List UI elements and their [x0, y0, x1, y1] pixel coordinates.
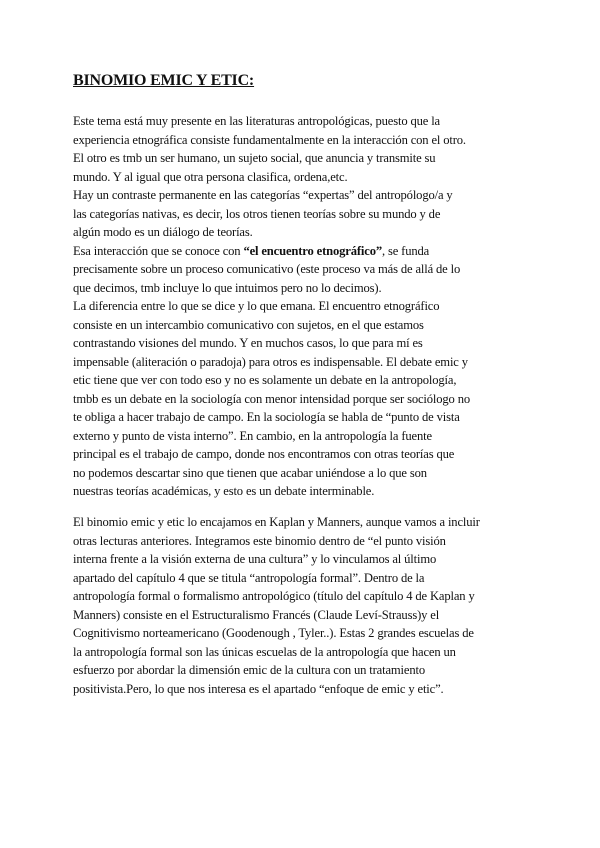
text-line — [73, 445, 533, 464]
text-line — [73, 260, 533, 279]
text-run: otras lecturas anteriores. Integramos este binomio dentro de “el punto visión — [73, 533, 446, 548]
text-line — [73, 464, 533, 483]
text-line — [73, 186, 533, 205]
text-run: mundo. Y al igual que otra persona clasifica, ordena,etc. — [73, 169, 348, 184]
text-run: esfuerzo por abordar la dimensión emic de la cultura con un tratamiento — [73, 663, 425, 677]
text-line — [73, 112, 533, 131]
text-line — [73, 353, 533, 372]
text-line — [73, 569, 533, 588]
paragraph-1 — [73, 112, 533, 501]
text-run: que decimos, tmb incluye lo que intuimos pero no lo decimos). — [73, 280, 382, 295]
text-run: El binomio emic y etic lo encajamos en Kaplan y Manners, aunque vamos a incluir — [73, 515, 480, 529]
text-line — [73, 550, 533, 569]
text-run: Esa interacción que se conoce con — [73, 243, 244, 258]
text-line — [73, 606, 533, 625]
text-line — [73, 427, 533, 446]
text-line — [73, 334, 533, 353]
text-run: no podemos descartar sino que tienen que acabar uniéndose a lo que son — [73, 465, 427, 480]
text-run: Cognitivismo norteamericano (Goodenough , Tyler..). Estas 2 grandes escuelas de — [73, 626, 474, 640]
text-run: , se funda — [382, 243, 430, 258]
text-run: te obliga a hacer trabajo de campo. En la sociología se habla de “punto de vista — [73, 410, 460, 424]
text-run: impensable (aliteración o paradoja) para otros es indispensable. El debate emic y — [73, 354, 468, 369]
text-line — [73, 513, 533, 532]
text-line — [73, 371, 533, 390]
text-run: externo y punto de vista interno”. En cambio, en la antropología la fuente — [73, 428, 432, 443]
text-run: experiencia etnográfica consiste fundamentalmente en la interacción con el otro. — [73, 132, 466, 147]
text-run: antropología formal o formalismo antropológico (título del capítulo 4 de Kaplan y — [73, 589, 475, 603]
text-line — [73, 390, 533, 409]
text-run: La diferencia entre lo que se dice y lo que emana. El encuentro etnográfico — [73, 299, 440, 313]
text-line — [73, 661, 533, 680]
text-line — [73, 408, 533, 427]
text-line — [73, 680, 533, 699]
bold-phrase: “el encuentro etnográfico” — [243, 243, 382, 258]
text-run: apartado del capítulo 4 que se titula “antropología formal”. Dentro de la — [73, 570, 425, 585]
text-run: algún modo es un diálogo de teorías. — [73, 225, 253, 239]
text-run: Hay un contraste permanente en las categorías “expertas” del antropólogo/a y — [73, 188, 453, 202]
text-line — [73, 149, 533, 168]
text-line — [73, 131, 533, 150]
text-line — [73, 223, 533, 242]
text-line — [73, 205, 533, 224]
text-line — [73, 482, 533, 501]
paragraph-2 — [73, 513, 533, 698]
text-line — [73, 316, 533, 335]
document-title: BINOMIO EMIC Y ETIC: — [73, 72, 255, 89]
text-run: las categorías nativas, es decir, los otros tienen teorías sobre su mundo y de — [73, 206, 441, 221]
text-line — [73, 532, 533, 551]
text-run: tmbb es un debate en la sociología con menor intensidad porque ser sociólogo no — [73, 391, 470, 406]
text-run: positivista.Pero, lo que nos interesa es el apartado “enfoque de emic y etic”. — [73, 681, 444, 696]
text-run: contrastando visiones del mundo. Y en muchos casos, lo que para mí es — [73, 336, 423, 350]
text-run: nuestras teorías académicas, y esto es un debate interminable. — [73, 484, 375, 498]
text-run: consiste en un intercambio comunicativo con sujetos, en el que estamos — [73, 317, 424, 332]
text-run: Este tema está muy presente en las literaturas antropológicas, puesto que la — [73, 114, 440, 128]
text-run: Manners) consiste en el Estructuralismo Francés (Claude Leví-Strauss)y el — [73, 607, 440, 622]
text-run: principal es el trabajo de campo, donde nos encontramos con otras teorías que — [73, 447, 455, 461]
text-line — [73, 624, 533, 643]
text-run: precisamente sobre un proceso comunicativo (este proceso va más de allá de lo — [73, 262, 461, 276]
text-run: la antropología formal son las únicas escuelas de la antropología que hacen un — [73, 644, 456, 659]
text-run: interna frente a la visión externa de una cultura” y lo vinculamos al último — [73, 552, 437, 566]
text-line — [73, 242, 533, 261]
text-line — [73, 168, 533, 187]
text-line — [73, 643, 533, 662]
text-line — [73, 297, 533, 316]
text-run: etic tiene que ver con todo eso y no es solamente un debate en la antropología, — [73, 373, 457, 387]
text-run: El otro es tmb un ser humano, un sujeto social, que anuncia y transmite su — [73, 151, 436, 165]
text-line — [73, 587, 533, 606]
text-line — [73, 279, 533, 298]
